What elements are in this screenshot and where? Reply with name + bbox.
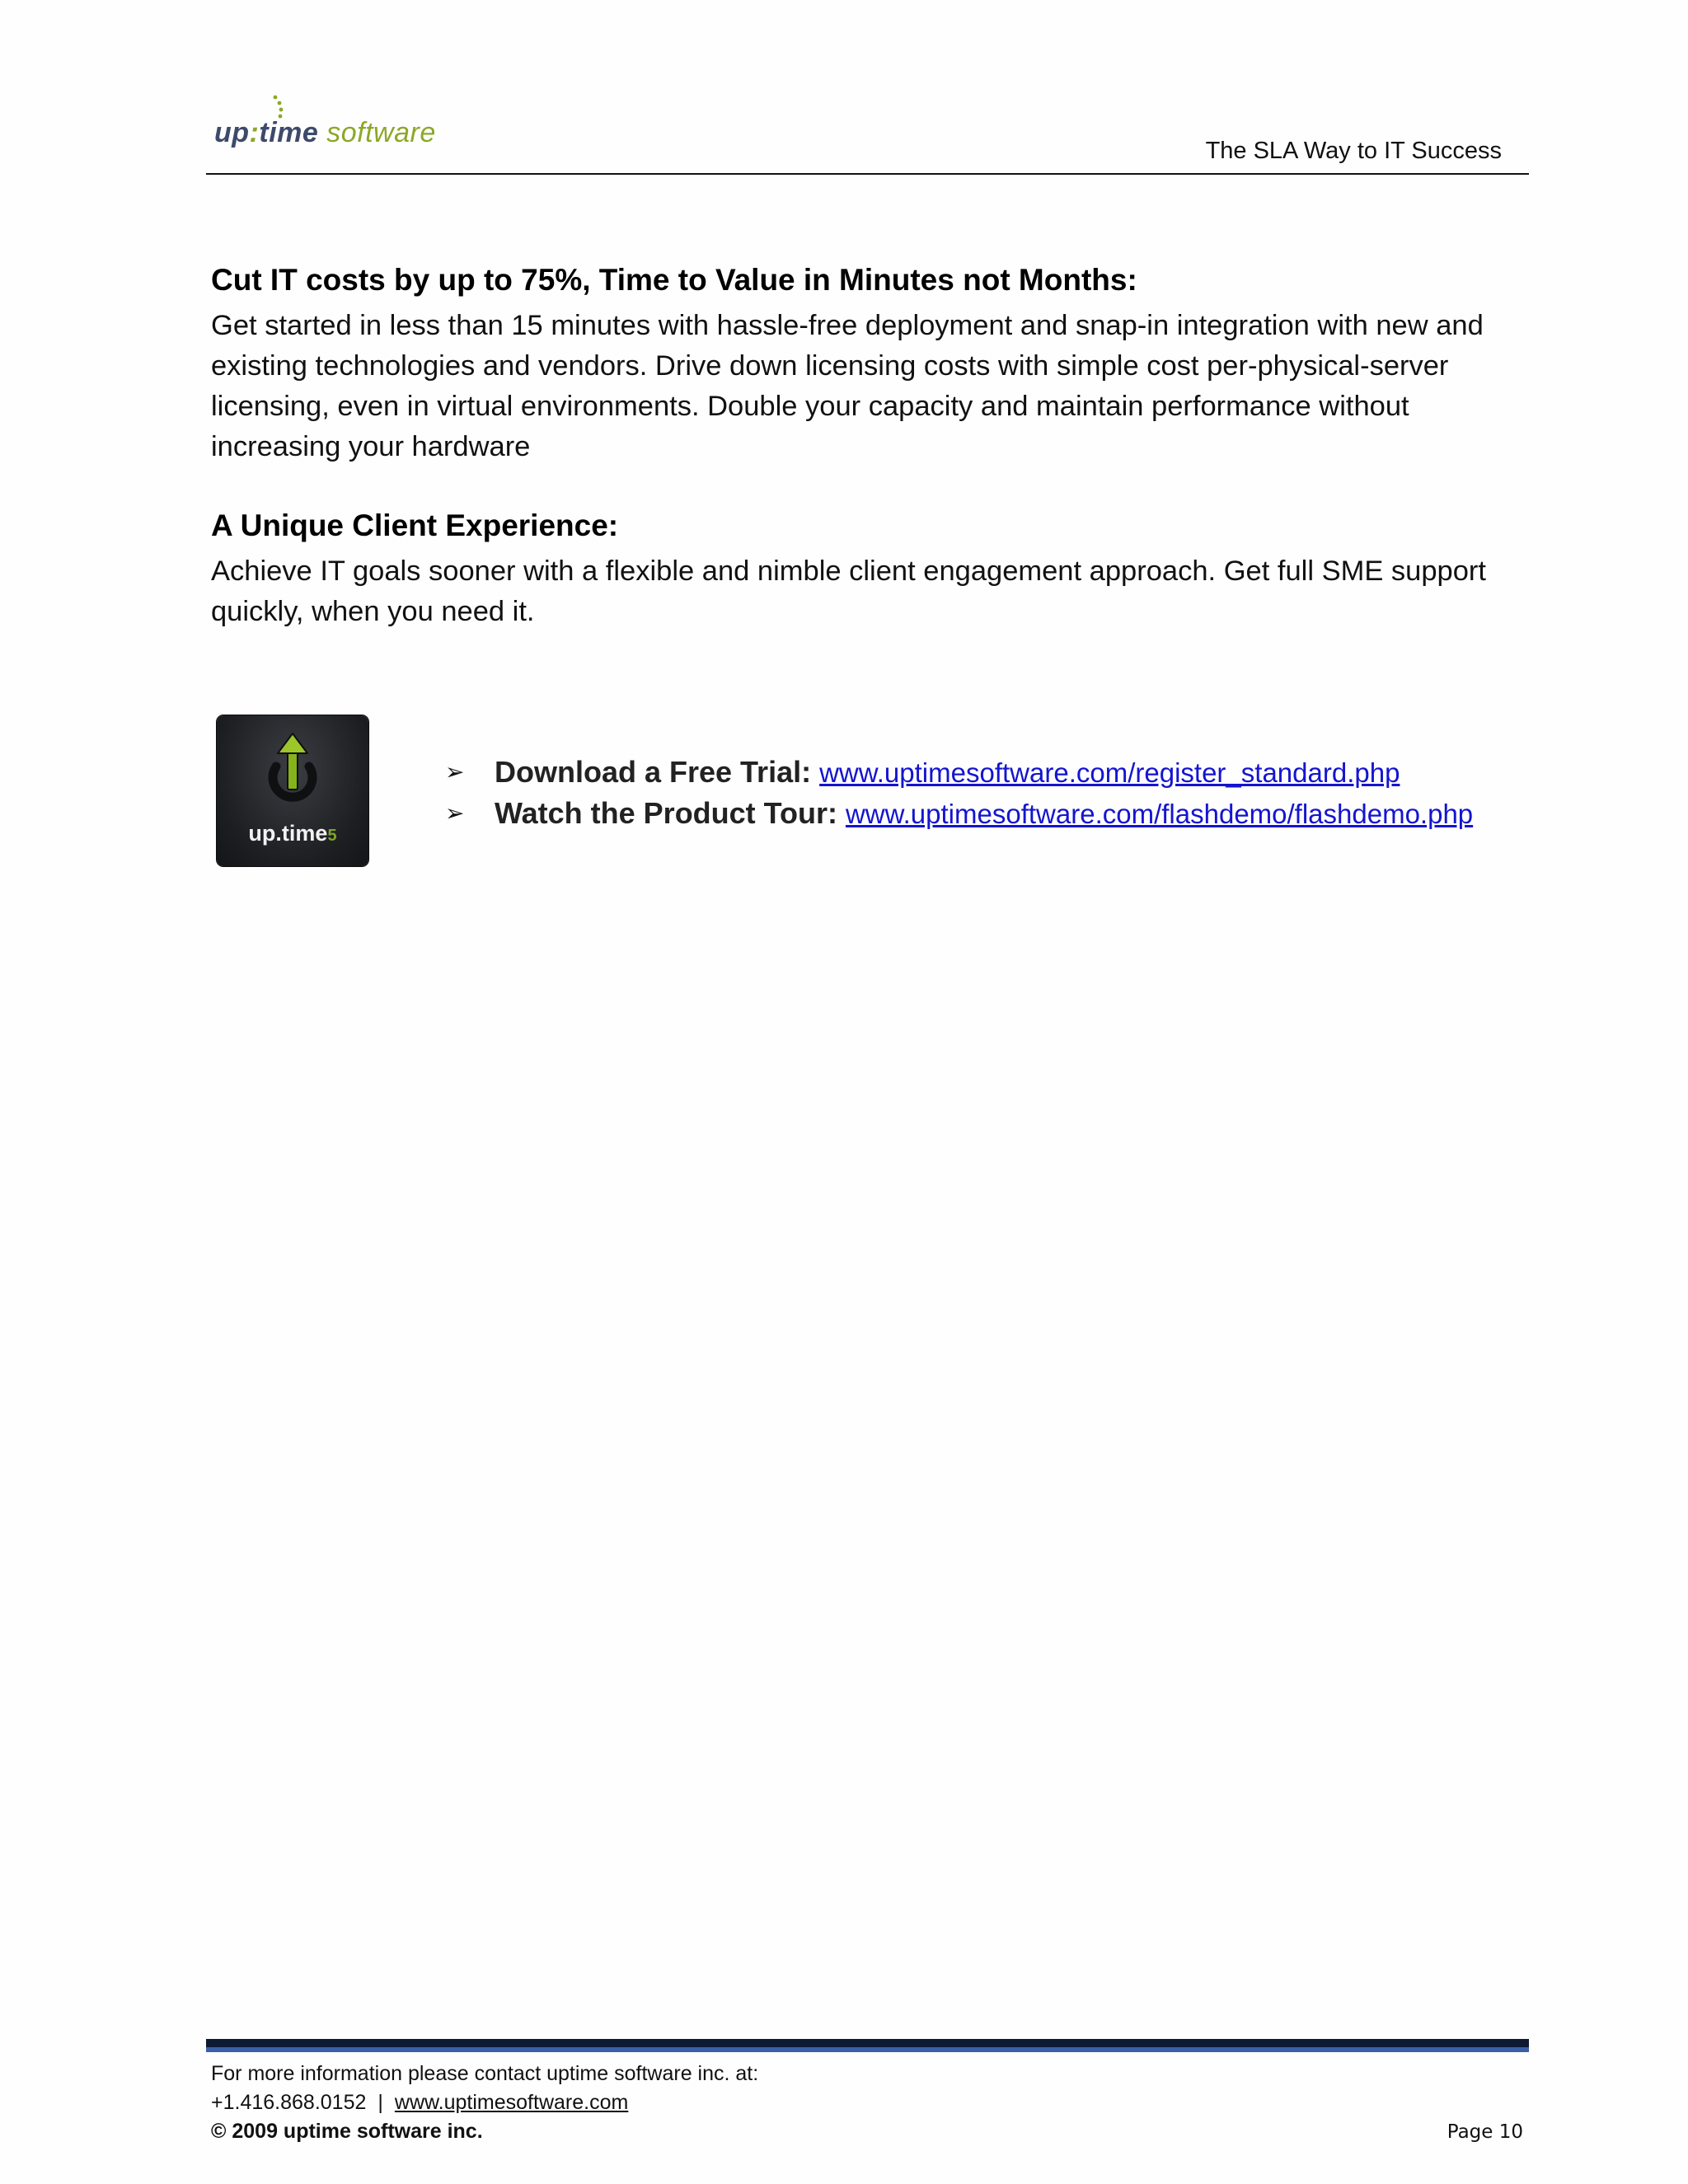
logo-software-text: software <box>326 117 436 148</box>
footer-phone-line <box>211 2091 628 2115</box>
footer-contact-text: For more information please contact uptime software inc. at: <box>211 2062 759 2085</box>
footer-bar <box>206 2039 1529 2047</box>
footer-phone: +1.416.868.0152 <box>211 2091 367 2114</box>
company-logo <box>214 92 462 158</box>
header-divider <box>206 173 1529 175</box>
list-item <box>445 793 1541 834</box>
link-label-text: Watch the Product Tour: <box>495 796 837 830</box>
section-body: Get started in less than 15 minutes with hassle-free deployment and snap-in integration with new and existing technologies and vendors. Drive down licensing costs with simple cost per-physical-server licensing, even in virtual environments. Double your capacity and maintain performance without increasing your hardware <box>211 310 1484 462</box>
footer-copyright: © 2009 uptime software inc. <box>211 2120 483 2143</box>
link-label-product-tour <box>495 793 1473 835</box>
section-client-experience <box>211 505 1522 632</box>
free-trial-link[interactable]: www.uptimesoftware.com/register_standard.php <box>819 757 1400 788</box>
list-item <box>445 752 1541 793</box>
header-title: The SLA Way to IT Success <box>1205 138 1502 164</box>
bullet-arrow-icon: ➢ <box>445 759 465 785</box>
logo-wordmark <box>214 117 436 149</box>
badge-label-version: 5 <box>327 827 337 845</box>
uptime-product-badge <box>217 715 368 866</box>
logo-time-text: time <box>259 117 319 148</box>
link-label-text: Download a Free Trial: <box>495 755 812 789</box>
footer-website-link[interactable]: www.uptimesoftware.com <box>394 2091 629 2114</box>
footer-bar-accent <box>206 2047 1529 2052</box>
footer-separator: | <box>377 2091 383 2114</box>
badge-label <box>217 821 368 846</box>
section-heading: Cut IT costs by up to 75%, Time to Value in Minutes not Months: <box>211 263 1137 297</box>
resource-links <box>445 752 1541 834</box>
section-heading: A Unique Client Experience: <box>211 509 619 542</box>
badge-label-main: up.time <box>248 821 328 846</box>
section-cut-costs <box>211 260 1522 467</box>
section-body: Achieve IT goals sooner with a flexible and nimble client engagement approach. Get full SME support quickly, when you need it. <box>211 555 1486 627</box>
logo-up-text: up <box>214 117 250 148</box>
link-label-free-trial <box>495 752 1400 794</box>
bullet-arrow-icon: ➢ <box>445 800 465 826</box>
product-tour-link[interactable]: www.uptimesoftware.com/flashdemo/flashdemo.php <box>845 799 1474 829</box>
power-upload-icon <box>217 715 368 823</box>
logo-colon-text: : <box>249 117 260 148</box>
page-number: Page 10 <box>1447 2121 1523 2143</box>
